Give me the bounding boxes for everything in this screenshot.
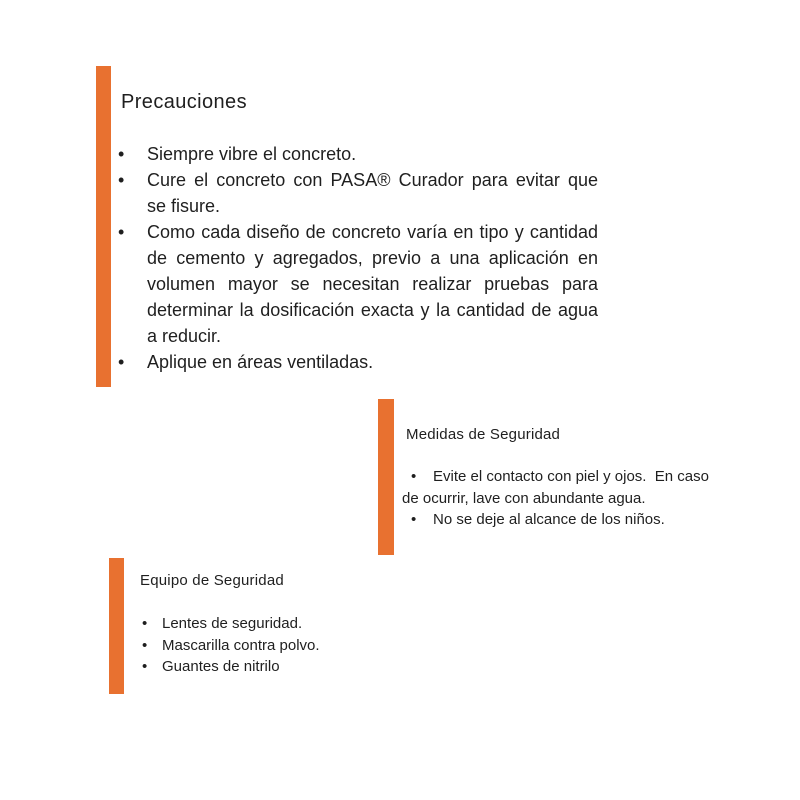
bullet-item: [118, 219, 598, 349]
bullet-marker: •: [118, 170, 125, 190]
bullet-text: [147, 167, 598, 219]
text-line: Guantes de nitrilo: [162, 658, 280, 675]
section-title-medidas-de-seguridad: Medidas de Seguridad: [406, 426, 561, 443]
bullet-marker: •: [411, 511, 417, 528]
bullet-item: [118, 349, 598, 375]
text-line: Aplique en áreas ventiladas.: [147, 352, 374, 372]
text-line: Cure el concreto con PASA® Curador para evitar que: [147, 170, 598, 190]
bullet-marker: •: [411, 468, 417, 485]
bullet-item: [142, 635, 320, 657]
text-line: • Evite el contacto con piel y ojos. En caso: [402, 466, 722, 488]
bullet-text: [147, 141, 598, 167]
bullet-marker: •: [142, 658, 148, 675]
bullet-marker: •: [142, 636, 148, 654]
bullet-list-medidas-de-seguridad: [402, 466, 722, 531]
bullet-item: [118, 167, 598, 219]
text-line: determinar la dosificación exacta y la cantidad de agua: [147, 300, 598, 320]
text-line: Siempre vibre el concreto.: [147, 144, 357, 164]
bullet-text: [162, 613, 302, 635]
accent-bar-precauciones: [96, 66, 111, 387]
bullet-item: [118, 141, 598, 167]
section-title-precauciones: Precauciones: [121, 91, 247, 113]
bullet-item: [142, 656, 320, 678]
bullet-item: [142, 613, 320, 635]
text-line: de ocurrir, lave con abundante agua.: [402, 489, 646, 507]
bullet-text: [162, 635, 320, 657]
bullet-text: [147, 349, 598, 375]
text-line: Mascarilla contra polvo.: [162, 636, 320, 654]
text-line: se fisure.: [147, 196, 221, 216]
bullet-text: [147, 219, 598, 349]
bullet-list-equipo-de-seguridad: [142, 613, 320, 678]
bullet-marker: •: [118, 222, 125, 242]
bullet-marker: •: [118, 352, 125, 372]
bullet-marker: •: [142, 615, 148, 632]
text-line: • No se deje al alcance de los niños.: [402, 509, 722, 531]
bullet-list-precauciones: [118, 141, 598, 375]
accent-bar-medidas-de-seguridad: [378, 399, 394, 555]
text-line: Como cada diseño de concreto varía en tipo y cantidad: [147, 222, 598, 242]
text-line: Lentes de seguridad.: [162, 615, 303, 632]
accent-bar-equipo-de-seguridad: [109, 558, 124, 694]
bullet-text: [162, 656, 280, 678]
bullet-marker: •: [118, 144, 125, 164]
text-line: de cemento y agregados, previo a una aplicación en: [147, 248, 598, 268]
text-line: volumen mayor se necesitan realizar pruebas para: [147, 274, 598, 294]
section-title-equipo-de-seguridad: Equipo de Seguridad: [140, 572, 284, 589]
text-line: a reducir.: [147, 326, 222, 346]
